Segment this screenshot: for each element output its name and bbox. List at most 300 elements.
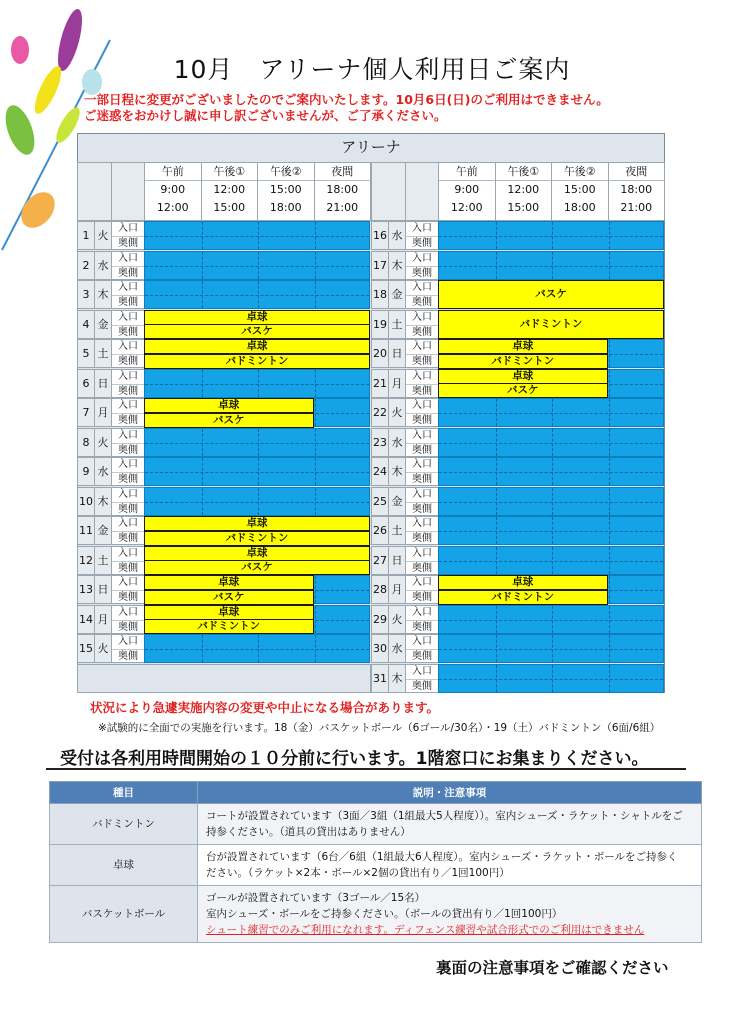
- side-label: 入口: [412, 606, 432, 618]
- side-labels: [111, 398, 145, 427]
- weekday: 木: [94, 280, 112, 309]
- side-labels: [405, 280, 439, 309]
- period-name: 午後②: [258, 163, 314, 181]
- sport-description: [198, 804, 702, 845]
- slot-divider: [496, 547, 497, 574]
- period-header: [144, 162, 202, 221]
- event-block: 卓球: [144, 516, 370, 531]
- event-block: バスケ: [144, 560, 370, 575]
- weekday: 月: [388, 575, 406, 604]
- slot-divider: [552, 252, 553, 279]
- sport-description: [198, 886, 702, 943]
- side-label: 奥側: [112, 502, 144, 516]
- side-label: 奥側: [406, 295, 438, 309]
- period-name: 夜間: [315, 163, 371, 181]
- sport-description: [198, 845, 702, 886]
- side-label: 奥側: [406, 384, 438, 398]
- side-label: 奥側: [406, 354, 438, 368]
- open-slot-row: [144, 634, 370, 663]
- header-blank: [405, 162, 439, 221]
- side-label: 奥側: [112, 266, 144, 280]
- side-label: 入口: [412, 459, 432, 470]
- open-slot-row: [438, 251, 664, 280]
- event-block: バスケ: [144, 413, 314, 428]
- change-notice: [84, 92, 609, 124]
- slot-divider: [202, 635, 203, 662]
- event-block: 卓球: [144, 575, 314, 590]
- period-name: 午前: [145, 163, 201, 181]
- side-label: 奥側: [112, 295, 144, 309]
- description-line: ださい。（ラケット×2本・ボール×2個の貸出有り／1回100円）: [206, 867, 510, 879]
- side-label: 奥側: [112, 561, 144, 575]
- event-block: 卓球: [438, 339, 608, 354]
- slot-divider: [315, 606, 316, 633]
- day-number: 31: [371, 664, 389, 693]
- weekday: 水: [94, 457, 112, 486]
- period-header: [495, 162, 553, 221]
- header-blank: [77, 162, 112, 221]
- weekday: 火: [94, 221, 112, 250]
- side-label: 奥側: [406, 236, 438, 250]
- weekday: 水: [388, 634, 406, 663]
- slot-divider: [258, 488, 259, 515]
- open-slot-row: [144, 280, 370, 309]
- side-label: 入口: [118, 429, 138, 441]
- side-labels: [111, 339, 145, 368]
- day-number: 25: [371, 487, 389, 516]
- table-row: [50, 886, 702, 943]
- slot-divider: [202, 458, 203, 485]
- weekday: 金: [388, 280, 406, 309]
- header-description: 説明・注意事項: [198, 782, 702, 804]
- day-number: 10: [77, 487, 95, 516]
- side-label: 奥側: [406, 620, 438, 634]
- side-labels: [111, 487, 145, 516]
- slot-divider: [609, 665, 610, 692]
- side-label: 奥側: [112, 384, 144, 398]
- slot-divider: [609, 547, 610, 574]
- weekday: 火: [388, 605, 406, 634]
- weekday: 木: [388, 457, 406, 486]
- day-number: 1: [77, 221, 95, 250]
- day-number: 8: [77, 428, 95, 457]
- arena-header: アリーナ: [341, 138, 401, 156]
- description-line: 台が設置されています（6台／6組（1組最大6人程度）。室内シューズ・ラケット・ボールをご持参く: [206, 851, 678, 863]
- side-labels: [111, 428, 145, 457]
- slot-divider: [609, 399, 610, 426]
- slot-divider: [496, 399, 497, 426]
- slot-divider: [496, 517, 497, 544]
- slot-divider: [552, 635, 553, 662]
- side-label: 奥側: [406, 502, 438, 516]
- slot-divider: [496, 665, 497, 692]
- side-labels: [111, 634, 145, 663]
- side-label: 入口: [118, 370, 138, 382]
- side-label: 奥側: [112, 325, 144, 339]
- side-label: 入口: [118, 488, 138, 500]
- day-number: 20: [371, 339, 389, 368]
- slot-divider: [202, 222, 203, 249]
- weekday: 日: [388, 546, 406, 575]
- period-header: [314, 162, 372, 221]
- side-labels: [405, 369, 439, 398]
- day-number: 11: [77, 516, 95, 545]
- side-label: 奥側: [406, 561, 438, 575]
- side-labels: [405, 634, 439, 663]
- slot-divider: [315, 370, 316, 397]
- day-number: 27: [371, 546, 389, 575]
- day-number: 18: [371, 280, 389, 309]
- side-label: 入口: [412, 370, 432, 382]
- period-name: 午後①: [496, 163, 552, 181]
- side-label: 入口: [412, 252, 432, 264]
- slot-divider: [258, 252, 259, 279]
- open-slot-row: [144, 369, 370, 398]
- open-slot-row: [438, 605, 664, 634]
- side-labels: [111, 280, 145, 309]
- side-labels: [405, 221, 439, 250]
- slot-divider: [315, 281, 316, 308]
- slot-divider: [552, 488, 553, 515]
- period-start: 9:00: [454, 183, 480, 196]
- weekday: 火: [94, 634, 112, 663]
- side-label: 入口: [118, 547, 138, 559]
- day-number: 28: [371, 575, 389, 604]
- weekday: 木: [388, 664, 406, 693]
- period-header: [608, 162, 666, 221]
- slot-divider: [609, 517, 610, 544]
- weekday: 日: [94, 575, 112, 604]
- period-start: 15:00: [563, 183, 596, 196]
- side-label: 入口: [412, 341, 432, 352]
- weekday: 水: [388, 428, 406, 457]
- back-page-notice: 裏面の注意事項をご確認ください: [436, 959, 669, 977]
- side-label: 入口: [412, 400, 432, 411]
- weekday: 土: [388, 516, 406, 545]
- side-label: 奥側: [406, 413, 438, 427]
- sport-name: 卓球: [50, 845, 198, 886]
- slot-divider: [609, 606, 610, 633]
- slot-divider: [496, 458, 497, 485]
- slot-divider: [496, 606, 497, 633]
- open-slot-row: [438, 634, 664, 663]
- slot-divider: [609, 252, 610, 279]
- side-label: 入口: [412, 282, 432, 293]
- side-label: 入口: [118, 341, 138, 352]
- period-name: 午前: [439, 163, 495, 181]
- side-label: 入口: [412, 311, 432, 323]
- side-label: 奥側: [406, 649, 438, 663]
- slot-divider: [315, 399, 316, 426]
- calendar-footer-blank: [77, 664, 371, 693]
- side-label: 奥側: [112, 472, 144, 486]
- trial-note: ※試験的に全面での実施を行います。18（金）バスケットボール（6ゴール/30名）・19（土）バドミントン（6面/6組）: [98, 722, 661, 734]
- side-label: 入口: [118, 311, 138, 323]
- divider: [46, 768, 686, 770]
- sport-name: バスケットボール: [50, 886, 198, 943]
- slot-divider: [315, 429, 316, 456]
- side-label: 入口: [118, 606, 138, 618]
- side-label: 奥側: [112, 620, 144, 634]
- open-slot-row: [438, 221, 664, 250]
- slot-divider: [202, 370, 203, 397]
- side-label: 入口: [118, 223, 138, 234]
- event-block: バドミントン: [144, 531, 370, 546]
- slot-divider: [496, 222, 497, 249]
- event-block: バスケ: [438, 383, 608, 398]
- weekday: 火: [94, 428, 112, 457]
- open-slot-row: [144, 457, 370, 486]
- side-labels: [405, 398, 439, 427]
- side-label: 入口: [412, 223, 432, 234]
- side-labels: [405, 251, 439, 280]
- day-number: 22: [371, 398, 389, 427]
- slot-divider: [609, 488, 610, 515]
- period-end: 21:00: [326, 201, 359, 214]
- description-warning: シュート練習でのみご利用になれます。ディフェンス練習や試合形式でのご利用はできません: [206, 924, 645, 936]
- side-label: 入口: [118, 518, 138, 529]
- open-slot-row: [144, 251, 370, 280]
- slot-divider: [609, 635, 610, 662]
- weekday: 水: [388, 221, 406, 250]
- sport-name: バドミントン: [50, 804, 198, 845]
- open-slot-row: [438, 398, 664, 427]
- side-label: 入口: [118, 282, 138, 293]
- slot-divider: [496, 635, 497, 662]
- side-label: 奥側: [112, 413, 144, 427]
- side-labels: [405, 605, 439, 634]
- side-label: 奥側: [112, 236, 144, 250]
- slot-divider: [552, 517, 553, 544]
- event-block: バドミントン: [144, 619, 314, 634]
- day-number: 14: [77, 605, 95, 634]
- event-block: 卓球: [144, 398, 314, 413]
- event-block: バスケ: [144, 324, 370, 339]
- side-label: 奥側: [406, 443, 438, 457]
- side-label: 入口: [118, 400, 138, 411]
- header-blank: [111, 162, 145, 221]
- period-name: 午後①: [202, 163, 258, 181]
- side-labels: [111, 546, 145, 575]
- day-number: 12: [77, 546, 95, 575]
- event-block: 卓球: [144, 605, 314, 620]
- day-number: 13: [77, 575, 95, 604]
- slot-divider: [496, 488, 497, 515]
- side-labels: [111, 251, 145, 280]
- slot-divider: [552, 547, 553, 574]
- event-block: 卓球: [144, 546, 370, 561]
- day-number: 6: [77, 369, 95, 398]
- slot-divider: [202, 252, 203, 279]
- open-slot-row: [438, 516, 664, 545]
- side-label: 入口: [118, 577, 138, 588]
- side-labels: [405, 546, 439, 575]
- weekday: 日: [388, 339, 406, 368]
- description-line: 室内シューズ・ボールをご持参ください。（ボールの貸出有り／1回100円）: [206, 908, 563, 920]
- slot-divider: [552, 606, 553, 633]
- side-label: 入口: [412, 488, 432, 500]
- event-block: 卓球: [438, 575, 608, 590]
- side-labels: [405, 428, 439, 457]
- weekday: 金: [94, 310, 112, 339]
- table-row: [50, 845, 702, 886]
- day-number: 24: [371, 457, 389, 486]
- slot-divider: [258, 281, 259, 308]
- side-label: 奥側: [406, 531, 438, 545]
- period-start: 12:00: [507, 183, 540, 196]
- open-slot-row: [438, 487, 664, 516]
- side-label: 奥側: [112, 649, 144, 663]
- weekday: 木: [94, 487, 112, 516]
- slot-divider: [202, 281, 203, 308]
- description-line: コートが設置されています（3面／3組（1組最大5人程度））。室内シューズ・ラケット・シャトルをご: [206, 810, 683, 822]
- event-block: バドミントン: [438, 590, 608, 605]
- period-end: 21:00: [620, 201, 653, 214]
- day-number: 2: [77, 251, 95, 280]
- weekday: 土: [94, 546, 112, 575]
- slot-divider: [609, 576, 610, 603]
- day-number: 19: [371, 310, 389, 339]
- day-number: 29: [371, 605, 389, 634]
- side-labels: [111, 221, 145, 250]
- weekday: 火: [388, 398, 406, 427]
- slot-divider: [258, 635, 259, 662]
- side-label: 奥側: [406, 590, 438, 604]
- period-header: [257, 162, 315, 221]
- slot-divider: [609, 340, 610, 367]
- event-block: バスケ: [438, 280, 664, 309]
- table-row: [50, 804, 702, 845]
- weekday: 土: [388, 310, 406, 339]
- event-block: 卓球: [438, 369, 608, 384]
- reception-notice: 受付は各利用時間開始の１０分前に行います。1階窓口にお集まりください。: [60, 749, 649, 769]
- slot-divider: [258, 370, 259, 397]
- description-line: 持参ください。（道具の貸出はありません）: [206, 826, 411, 838]
- open-slot-row: [438, 664, 664, 693]
- period-end: 15:00: [507, 201, 540, 214]
- description-line: ゴールが設置されています（3ゴール／15名）: [206, 892, 426, 904]
- side-label: 入口: [412, 429, 432, 441]
- side-label: 入口: [412, 518, 432, 529]
- slot-divider: [202, 488, 203, 515]
- open-slot-row: [144, 487, 370, 516]
- day-number: 4: [77, 310, 95, 339]
- slot-divider: [552, 222, 553, 249]
- page-title: 10月 アリーナ個人利用日ご案内: [173, 55, 571, 84]
- day-number: 3: [77, 280, 95, 309]
- event-block: バドミントン: [144, 354, 370, 369]
- day-number: 7: [77, 398, 95, 427]
- header-sport: 種目: [50, 782, 198, 804]
- sport-info-table: [49, 781, 702, 943]
- side-labels: [111, 516, 145, 545]
- slot-divider: [609, 429, 610, 456]
- weekday: 土: [94, 339, 112, 368]
- weekday: 水: [94, 251, 112, 280]
- side-label: 奥側: [406, 679, 438, 693]
- event-block: バドミントン: [438, 310, 664, 339]
- header-blank: [371, 162, 406, 221]
- side-label: 奥側: [112, 443, 144, 457]
- side-label: 奥側: [406, 266, 438, 280]
- side-labels: [111, 575, 145, 604]
- side-label: 入口: [118, 252, 138, 264]
- slot-divider: [315, 252, 316, 279]
- slot-divider: [258, 458, 259, 485]
- period-header: [201, 162, 259, 221]
- slot-divider: [609, 370, 610, 397]
- day-number: 21: [371, 369, 389, 398]
- weekday: 月: [388, 369, 406, 398]
- period-start: 18:00: [326, 183, 359, 196]
- day-number: 23: [371, 428, 389, 457]
- side-label: 奥側: [406, 325, 438, 339]
- day-number: 17: [371, 251, 389, 280]
- open-slot-row: [144, 428, 370, 457]
- side-label: 入口: [118, 636, 138, 647]
- day-number: 16: [371, 221, 389, 250]
- slot-divider: [202, 429, 203, 456]
- day-number: 26: [371, 516, 389, 545]
- open-slot-row: [438, 457, 664, 486]
- side-label: 入口: [412, 636, 432, 647]
- period-end: 18:00: [269, 201, 302, 214]
- side-labels: [405, 339, 439, 368]
- side-labels: [405, 457, 439, 486]
- slot-divider: [258, 429, 259, 456]
- warning-text: 状況により急遽実施内容の変更や中止になる場合があります。: [90, 700, 440, 715]
- period-start: 15:00: [269, 183, 302, 196]
- slot-divider: [315, 635, 316, 662]
- side-labels: [405, 310, 439, 339]
- period-name: 午後②: [552, 163, 608, 181]
- period-header: [438, 162, 496, 221]
- open-slot-row: [438, 546, 664, 575]
- side-label: 入口: [412, 665, 432, 677]
- side-label: 奥側: [112, 531, 144, 545]
- event-block: バドミントン: [438, 354, 608, 369]
- period-name: 夜間: [609, 163, 665, 181]
- weekday: 月: [94, 398, 112, 427]
- side-labels: [405, 664, 439, 693]
- period-start: 9:00: [160, 183, 186, 196]
- change-notice-line2: ご迷惑をおかけし誠に申し訳ございませんが、ご了承ください。: [84, 108, 447, 123]
- change-notice-line1: 一部日程に変更がございましたのでご案内いたします。10月6日(日)のご利用はできません。: [84, 92, 609, 107]
- side-label: 奥側: [406, 472, 438, 486]
- slot-divider: [315, 488, 316, 515]
- open-slot-row: [438, 428, 664, 457]
- period-end: 12:00: [450, 201, 483, 214]
- side-labels: [405, 575, 439, 604]
- day-number: 9: [77, 457, 95, 486]
- side-labels: [111, 605, 145, 634]
- side-label: 奥側: [112, 590, 144, 604]
- slot-divider: [315, 576, 316, 603]
- weekday: 金: [94, 516, 112, 545]
- slot-divider: [552, 399, 553, 426]
- slot-divider: [609, 458, 610, 485]
- weekday: 日: [94, 369, 112, 398]
- slot-divider: [552, 429, 553, 456]
- side-labels: [111, 369, 145, 398]
- period-start: 12:00: [213, 183, 246, 196]
- period-header: [551, 162, 609, 221]
- side-labels: [405, 516, 439, 545]
- side-labels: [111, 310, 145, 339]
- side-label: 入口: [118, 459, 138, 470]
- slot-divider: [552, 665, 553, 692]
- side-labels: [405, 487, 439, 516]
